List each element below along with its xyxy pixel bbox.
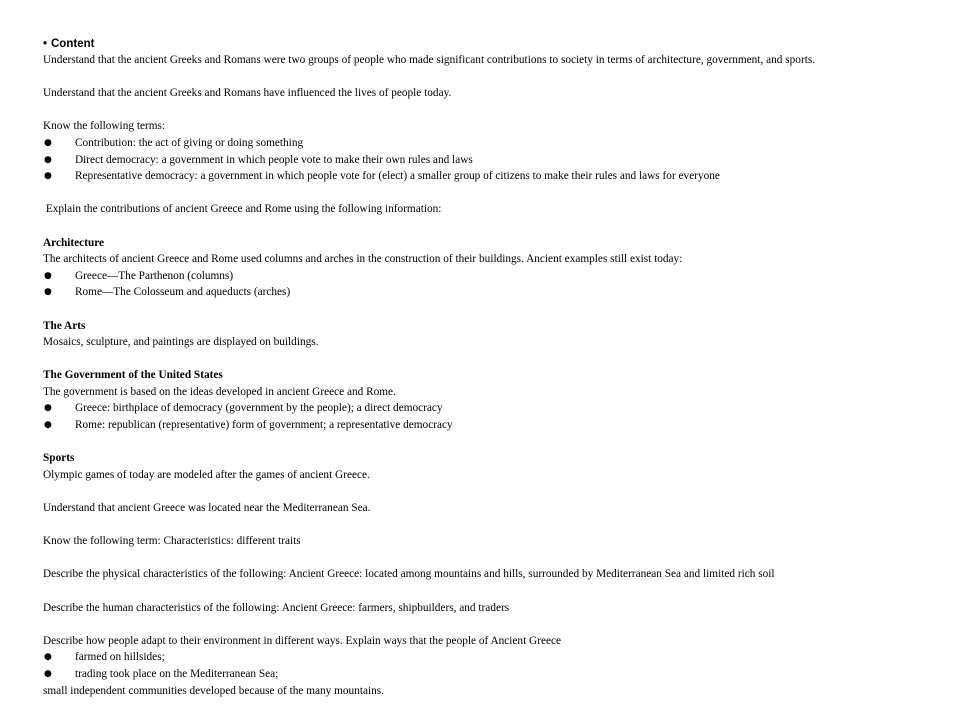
terms-lead: Know the following terms: [43,120,166,133]
bullet-icon: ● [44,287,52,298]
sports-title: Sports [43,452,75,465]
bullet-icon: ● [44,270,52,281]
adapt-tail: small independent communities developed because of the many mountains. [43,684,385,697]
content-heading [43,36,933,52]
terms-list [43,135,933,185]
arts-title: The Arts [43,319,86,332]
intro-paragraph-2: Understand that the ancient Greeks and Romans have influenced the lives of people today. [43,87,452,100]
architecture-title: Architecture [43,236,105,249]
list-item: ● Representative democracy: a government in which people vote for (elect) a smaller group of citizens to make their rules and laws for everyone [43,168,933,185]
adapt-lead: Describe how people adapt to their environment in different ways. Explain ways that the people of Ancient Greece [43,634,562,647]
heading-label: Content [51,38,95,50]
bullet-icon: ● [44,652,52,663]
sports-text: Olympic games of today are modeled after the games of ancient Greece. [43,468,370,481]
government-text: The government is based on the ideas developed in ancient Greece and Rome. [43,385,396,398]
bullet-icon: ● [44,171,52,182]
list-item: ● Contribution: the act of giving or doing something [43,135,933,152]
list-item: ● Rome—The Colosseum and aqueducts (arches) [43,284,933,301]
list-item: ● farmed on hillsides; [43,649,933,666]
intro-paragraph-1: Understand that the ancient Greeks and Romans were two groups of people who made significant contributions to society in terms of architecture, government, and sports. [43,54,816,66]
list-item: ● Greece: birthplace of democracy (government by the people); a direct democracy [43,400,933,417]
heading-bullet: • [43,38,48,50]
architecture-text: The architects of ancient Greece and Rome used columns and arches in the construction of their buildings. Ancient examples still exist today: [43,253,683,266]
human-characteristics: Describe the human characteristics of the following: Ancient Greece: farmers, shipbuilders, and traders [43,601,510,614]
architecture-list [43,268,933,301]
government-list [43,400,933,433]
arts-text: Mosaics, sculpture, and paintings are displayed on buildings. [43,336,319,349]
government-title: The Government of the United States [43,369,223,382]
physical-characteristics: Describe the physical characteristics of the following: Ancient Greece: located among mountains and hills, surrounded by Mediterranean Sea and limited rich soil [43,568,775,581]
list-item: ● Greece—The Parthenon (columns) [43,268,933,285]
explain-paragraph: Explain the contributions of ancient Greece and Rome using the following information: [43,203,442,216]
bullet-icon: ● [44,154,52,165]
bullet-icon: ● [44,420,52,431]
location-paragraph: Understand that ancient Greece was located near the Mediterranean Sea. [43,502,371,515]
bullet-icon: ● [44,668,52,679]
bullet-icon: ● [44,403,52,414]
slide-content [43,36,933,699]
list-item: ● trading took place on the Mediterranean Sea; [43,666,933,683]
bullet-icon: ● [44,137,52,148]
adapt-list [43,649,933,682]
list-item: ● Rome: republican (representative) form of government; a representative democracy [43,417,933,434]
characteristics-term: Know the following term: Characteristics: different traits [43,535,301,548]
list-item: ● Direct democracy: a government in which people vote to make their own rules and laws [43,152,933,169]
